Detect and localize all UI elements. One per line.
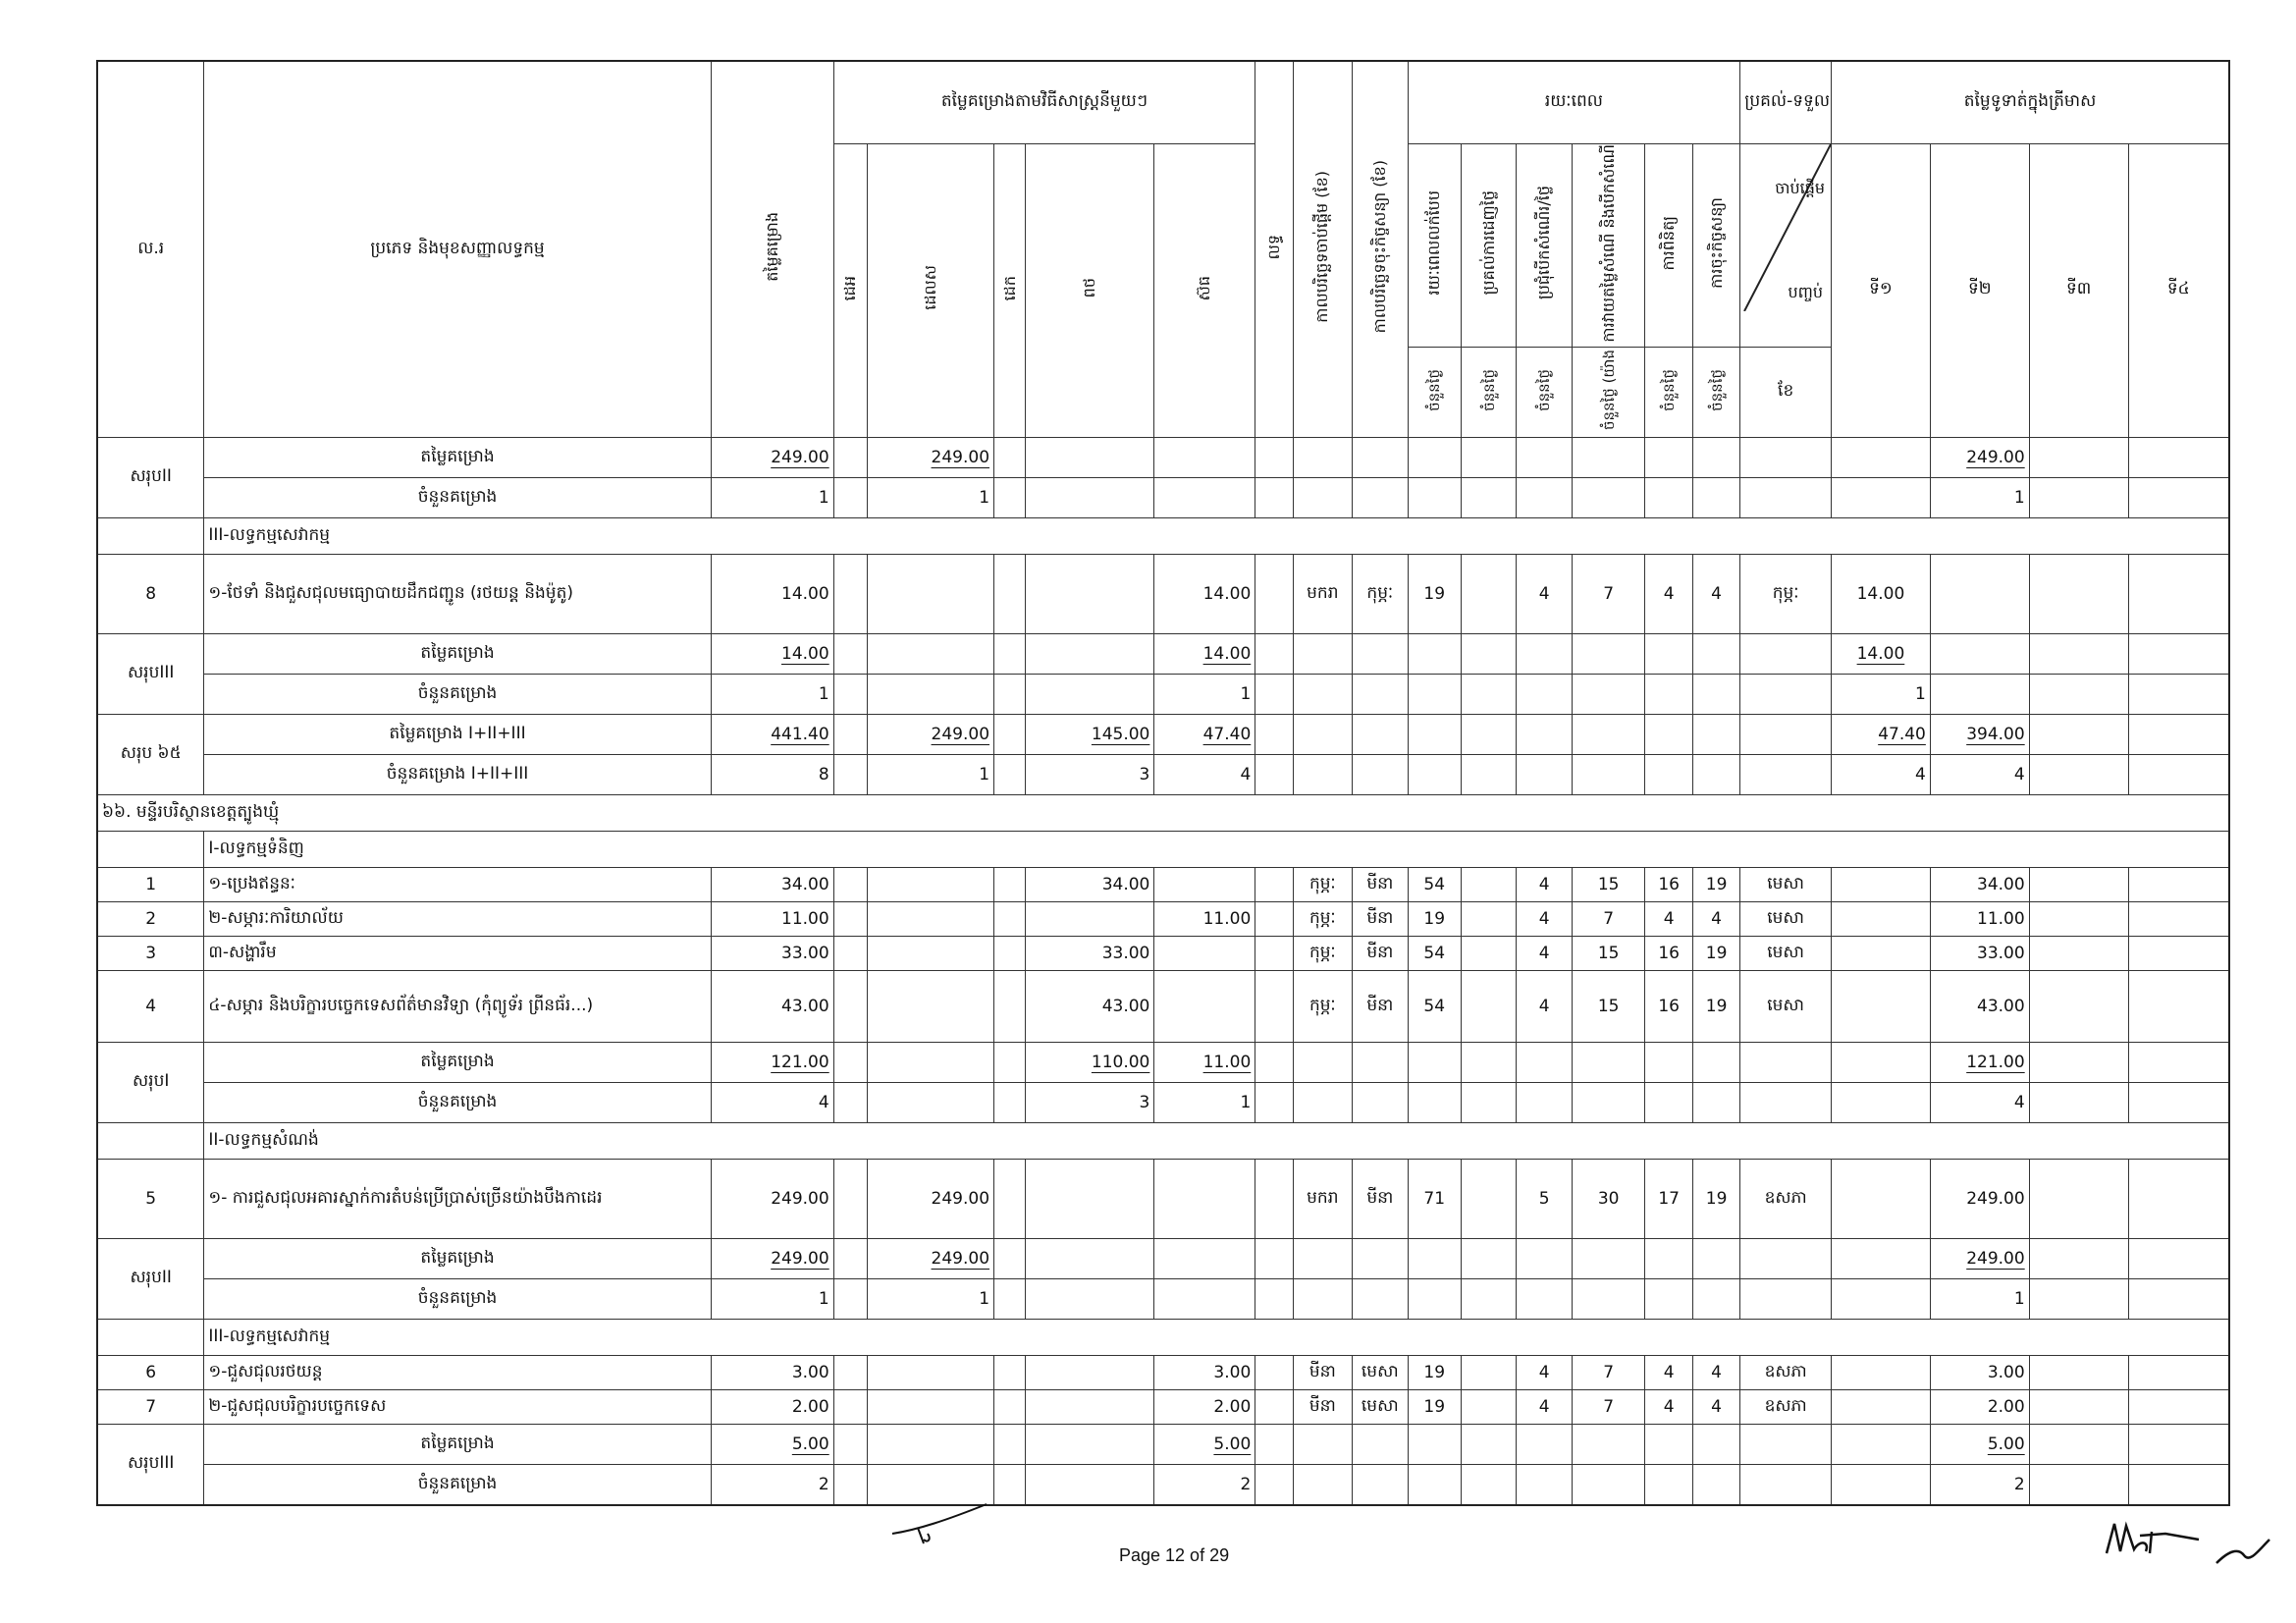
col-duration-6: ការចុះកិច្ចសន្យា xyxy=(1692,143,1739,348)
cell-value: 1 xyxy=(867,478,993,518)
cell-value: 2 xyxy=(711,1465,833,1506)
col-duration-3: ប្រជុំបើកសំណើរ/ថ្លៃ xyxy=(1517,143,1572,348)
cell-value: 19 xyxy=(1692,937,1739,971)
col-method-3: ដេក xyxy=(994,143,1026,438)
cell-value: 14.00 xyxy=(1202,644,1252,665)
cell-value: 121.00 xyxy=(771,1053,829,1073)
cell-value: 15 xyxy=(1572,971,1645,1043)
cell-value: 16 xyxy=(1645,971,1692,1043)
cell-value: 19 xyxy=(1408,1356,1461,1390)
delivery-end-label: បញ្ចប់ xyxy=(1788,282,1824,301)
cell-value: 3 xyxy=(1026,1083,1154,1123)
cell-value: 4 xyxy=(1517,937,1572,971)
col-duration-1: រយៈពេលលក់បែប xyxy=(1408,143,1461,348)
table-row xyxy=(97,438,2229,478)
cell-value: 441.40 xyxy=(771,725,829,745)
cell-value: 14.00 xyxy=(1832,555,1931,634)
subtotal-label: សរុបII xyxy=(97,1239,204,1320)
col-method-4: ពថ xyxy=(1026,143,1154,438)
cell-value: 1 xyxy=(711,675,833,715)
cell-value: ឧសភា xyxy=(1740,1356,1832,1390)
subtotal-label: សរុបI xyxy=(97,1043,204,1123)
table-row xyxy=(97,715,2229,755)
cell-value: 249.00 xyxy=(931,1249,990,1270)
table-row xyxy=(97,1083,2229,1123)
cell-value: 4 xyxy=(1517,971,1572,1043)
item-estimate: 34.00 xyxy=(711,868,833,902)
col-q4: ទី៤ xyxy=(2128,143,2229,438)
cell-value: មីនា xyxy=(1353,1160,1408,1239)
cell-value: 30 xyxy=(1572,1160,1645,1239)
section-row xyxy=(97,832,2229,868)
cell-value: 1 xyxy=(1832,675,1931,715)
table-header xyxy=(97,61,2229,438)
cell-value: កុម្ភៈ xyxy=(1293,902,1353,937)
col-delivery-group: ប្រគល់-ទទួល xyxy=(1740,61,1832,143)
item-description: ១-ថែទាំ និងជួសជុលមធ្យោបាយដឹកជញ្ជូន (រថយន្ត និងម៉ូតូ) xyxy=(204,555,711,634)
cell-value: 71 xyxy=(1408,1160,1461,1239)
cell-value: 4 xyxy=(711,1083,833,1123)
cell-value: 7 xyxy=(1572,1390,1645,1425)
item-estimate: 43.00 xyxy=(711,971,833,1043)
cell-value: មីនា xyxy=(1353,902,1408,937)
row-label: ចំនួនគម្រោង I+II+III xyxy=(204,755,711,795)
unit-days-6: ចំនួនថ្ងៃ xyxy=(1692,348,1739,438)
cell-value: 47.40 xyxy=(1878,725,1926,745)
province-title: ៦៦. មន្ទីរបរិស្ថានខេត្តត្បូងឃ្មុំ xyxy=(97,795,2229,832)
cell-value: 1 xyxy=(711,478,833,518)
cell-value: 145.00 xyxy=(1091,725,1150,745)
cell-value: 19 xyxy=(1408,902,1461,937)
cell-value: 14.00 xyxy=(1856,644,1905,665)
row-label: តម្លៃគម្រោង xyxy=(204,1425,711,1465)
cell-value: 11.00 xyxy=(1930,902,2029,937)
cell-value: 1 xyxy=(1154,1083,1255,1123)
section-row xyxy=(97,518,2229,555)
item-no: 3 xyxy=(97,937,204,971)
unit-days-1: ចំនួនថ្ងៃ xyxy=(1408,348,1461,438)
cell-value: កុម្ភៈ xyxy=(1293,937,1353,971)
cell-value: 4 xyxy=(1645,902,1692,937)
cell-value: 4 xyxy=(1645,1356,1692,1390)
item-description: ៤-សម្ភារ និងបរិក្ខារបច្ចេកទេសព័ត៌មានវិទ្យា (កុំព្យូទ័រ ព្រីនធ័រ...) xyxy=(204,971,711,1043)
cell-value: 2.00 xyxy=(1930,1390,2029,1425)
cell-value: 7 xyxy=(1572,1356,1645,1390)
col-estimate: តម្លៃគម្រោង xyxy=(711,61,833,438)
cell-value xyxy=(1026,902,1154,937)
cell-value: 5.00 xyxy=(1987,1434,2025,1455)
cell-value: 43.00 xyxy=(1930,971,2029,1043)
cell-value: 121.00 xyxy=(1966,1053,2025,1073)
item-estimate: 14.00 xyxy=(711,555,833,634)
col-duration-4: ការវាយតម្លៃសំណើ និងបើកសំណើ xyxy=(1572,143,1645,348)
cell-value: 1 xyxy=(867,755,993,795)
col-no: ល.រ xyxy=(97,61,204,438)
cell-value: 8 xyxy=(711,755,833,795)
table-row xyxy=(97,1465,2229,1506)
cell-value: 249.00 xyxy=(771,1249,829,1270)
cell-value: 4 xyxy=(1517,1390,1572,1425)
cell-value: 54 xyxy=(1408,868,1461,902)
table-row xyxy=(97,478,2229,518)
row-label: តម្លៃគម្រោង xyxy=(204,634,711,675)
row-label: ចំនួនគម្រោង xyxy=(204,1465,711,1506)
cell-value: 19 xyxy=(1692,1160,1739,1239)
cell-value: 19 xyxy=(1408,555,1461,634)
cell-value: ឧសភា xyxy=(1740,1160,1832,1239)
item-estimate: 3.00 xyxy=(711,1356,833,1390)
cell-value: មេសា xyxy=(1740,902,1832,937)
cell-value: 4 xyxy=(1930,755,2029,795)
item-description: ១-ជួសជុលរថយន្ត xyxy=(204,1356,711,1390)
cell-value: 4 xyxy=(1645,1390,1692,1425)
cell-value: មករា xyxy=(1293,555,1353,634)
table-row xyxy=(97,971,2229,1043)
document-page xyxy=(96,60,2230,1506)
cell-value: 4 xyxy=(1930,1083,2029,1123)
cell-value: 110.00 xyxy=(1091,1053,1150,1073)
cell-value: 3.00 xyxy=(1154,1356,1255,1390)
cell-value: 15 xyxy=(1572,937,1645,971)
unit-days-3: ចំនួនថ្ងៃ xyxy=(1517,348,1572,438)
cell-value: 19 xyxy=(1408,1390,1461,1425)
table-row xyxy=(97,634,2229,675)
col-method-2: ដេលស xyxy=(867,143,993,438)
cell-value: 1 xyxy=(1930,478,2029,518)
col-q1: ទី១ xyxy=(1832,143,1931,438)
cell-value: មករា xyxy=(1293,1160,1353,1239)
cell-value: 249.00 xyxy=(867,1160,993,1239)
cell-value: 17 xyxy=(1645,1160,1692,1239)
table-row xyxy=(97,868,2229,902)
table-row xyxy=(97,675,2229,715)
cell-value: 1 xyxy=(867,1279,993,1320)
row-label: តម្លៃគម្រោង xyxy=(204,438,711,478)
cell-value: មេសា xyxy=(1353,1356,1408,1390)
subtotal-label: សរុបIII xyxy=(97,634,204,715)
cell-value: 394.00 xyxy=(1966,725,2025,745)
item-no: 8 xyxy=(97,555,204,634)
initial-mark-left xyxy=(888,1500,996,1549)
unit-days-4: ចំនួនថ្ងៃ (យ៉ាង xyxy=(1572,348,1645,438)
row-label: តម្លៃគម្រោង I+II+III xyxy=(204,715,711,755)
table-row xyxy=(97,1160,2229,1239)
procurement-plan-table xyxy=(96,60,2230,1506)
table-row xyxy=(97,1425,2229,1465)
signature-right xyxy=(2101,1512,2277,1581)
cell-value: 34.00 xyxy=(1026,868,1154,902)
col-duration-5: ការពិនិត្យ xyxy=(1645,143,1692,348)
cell-value: 43.00 xyxy=(1026,971,1154,1043)
table-body xyxy=(97,438,2229,1506)
item-no: 7 xyxy=(97,1390,204,1425)
cell-value: 249.00 xyxy=(1966,448,2025,468)
cell-value: កុម្ភៈ xyxy=(1293,868,1353,902)
item-description: ៣-សង្ហារឹម xyxy=(204,937,711,971)
cell-value: 4 xyxy=(1692,555,1739,634)
cell-value: 249.00 xyxy=(1930,1160,2029,1239)
item-description: ១-ប្រេងឥន្ធនៈ xyxy=(204,868,711,902)
cell-value: 34.00 xyxy=(1930,868,2029,902)
item-estimate: 249.00 xyxy=(711,1160,833,1239)
section-title: III-លទ្ធកម្មសេវាកម្ម xyxy=(204,1320,2229,1356)
cell-value: 249.00 xyxy=(1966,1249,2025,1270)
cell-value: កុម្ភៈ xyxy=(1740,555,1832,634)
total-label: សរុប ៦៥ xyxy=(97,715,204,795)
cell-value: 4 xyxy=(1154,755,1255,795)
cell-value: កុម្ភៈ xyxy=(1293,971,1353,1043)
cell-value: មេសា xyxy=(1353,1390,1408,1425)
col-q2: ទី២ xyxy=(1930,143,2029,438)
cell-value: មេសា xyxy=(1740,937,1832,971)
unit-days-5: ចំនួនថ្ងៃ xyxy=(1645,348,1692,438)
cell-value: 2 xyxy=(1154,1465,1255,1506)
cell-value: 16 xyxy=(1645,937,1692,971)
item-estimate: 33.00 xyxy=(711,937,833,971)
cell-value: 14.00 xyxy=(1154,555,1255,634)
col-q3: ទី៣ xyxy=(2029,143,2128,438)
col-duration-group: រយៈពេល xyxy=(1408,61,1740,143)
cell-value: 4 xyxy=(1517,1356,1572,1390)
cell-value: មេសា xyxy=(1740,971,1832,1043)
cell-value: 19 xyxy=(1692,868,1739,902)
table-row xyxy=(97,1043,2229,1083)
cell-value: 4 xyxy=(1517,555,1572,634)
cell-value: មីនា xyxy=(1293,1356,1353,1390)
cell-value: មេសា xyxy=(1740,868,1832,902)
cell-value: 5.00 xyxy=(1213,1434,1252,1455)
item-estimate: 2.00 xyxy=(711,1390,833,1425)
item-no: 1 xyxy=(97,868,204,902)
cell-value: 4 xyxy=(1517,902,1572,937)
page-number: Page 12 of 29 xyxy=(1119,1545,1230,1565)
cell-value xyxy=(1154,937,1255,971)
item-no: 2 xyxy=(97,902,204,937)
col-method-6: លទ្ធ xyxy=(1255,61,1293,438)
row-label: ចំនួនគម្រោង xyxy=(204,1083,711,1123)
table-row xyxy=(97,1356,2229,1390)
subtotal-label: សរុបIII xyxy=(97,1425,204,1506)
section-title: I-លទ្ធកម្មទំនិញ xyxy=(204,832,2229,868)
cell-value: 4 xyxy=(1692,902,1739,937)
cell-value: មីនា xyxy=(1293,1390,1353,1425)
cell-value: 7 xyxy=(1572,902,1645,937)
cell-value: 19 xyxy=(1692,971,1739,1043)
item-no: 4 xyxy=(97,971,204,1043)
cell-value: 1 xyxy=(711,1279,833,1320)
item-estimate: 11.00 xyxy=(711,902,833,937)
cell-value: 5.00 xyxy=(791,1434,829,1455)
table-row xyxy=(97,755,2229,795)
unit-days-2: ចំនួនថ្ងៃ xyxy=(1461,348,1516,438)
cell-value: 249.00 xyxy=(931,448,990,468)
section-row xyxy=(97,1320,2229,1356)
row-label: ចំនួនគម្រោង xyxy=(204,675,711,715)
row-label: ចំនួនគម្រោង xyxy=(204,1279,711,1320)
section-title: III-លទ្ធកម្មសេវាកម្ម xyxy=(204,518,2229,555)
cell-value: មីនា xyxy=(1353,937,1408,971)
row-label: ចំនួនគម្រោង xyxy=(204,478,711,518)
delivery-start-label: ចាប់ផ្តើម xyxy=(1775,178,1826,197)
cell-value: 14.00 xyxy=(781,644,829,665)
cell-value: មីនា xyxy=(1353,868,1408,902)
item-no: 5 xyxy=(97,1160,204,1239)
col-method-group: តម្លៃគម្រោងតាមវិធីសាស្ត្រនីមួយៗ xyxy=(833,61,1255,143)
cell-value: 3.00 xyxy=(1930,1356,2029,1390)
item-description: ២-ជួសជុលបរិក្ខារបច្ចេកទេស xyxy=(204,1390,711,1425)
row-label: តម្លៃគម្រោង xyxy=(204,1239,711,1279)
unit-month: ខែ xyxy=(1740,348,1832,438)
table-row xyxy=(97,1239,2229,1279)
cell-value: 54 xyxy=(1408,971,1461,1043)
cell-value: 4 xyxy=(1645,555,1692,634)
cell-value: មីនា xyxy=(1353,971,1408,1043)
cell-value: 33.00 xyxy=(1026,937,1154,971)
cell-value: 33.00 xyxy=(1930,937,2029,971)
cell-value: 2.00 xyxy=(1154,1390,1255,1425)
cell-value: 16 xyxy=(1645,868,1692,902)
cell-value: 5 xyxy=(1517,1160,1572,1239)
col-plan-start: កាលបរិច្ឆេទចាប់ផ្តើម (ខែ) xyxy=(1293,61,1353,438)
table-row xyxy=(97,902,2229,937)
col-quarter-group: តម្លៃទូទាត់ក្នុងត្រីមាស xyxy=(1832,61,2229,143)
col-description: ប្រភេទ និងមុខសញ្ញាលទ្ធកម្ម xyxy=(204,61,711,438)
section-row xyxy=(97,795,2229,832)
col-method-5: ស៊ធ xyxy=(1154,143,1255,438)
item-description: ១- ការជួសជុលអគារស្នាក់ការតំបន់ប្រើប្រាស់ច្រើនយ៉ាងបឹងកាដេរ xyxy=(204,1160,711,1239)
cell-value: 249.00 xyxy=(931,725,990,745)
item-description: ២-សម្ភារៈការិយាល័យ xyxy=(204,902,711,937)
cell-value: 1 xyxy=(1930,1279,2029,1320)
cell-value: 2 xyxy=(1930,1465,2029,1506)
item-no: 6 xyxy=(97,1356,204,1390)
cell-value xyxy=(1154,868,1255,902)
table-row xyxy=(97,555,2229,634)
cell-value: 1 xyxy=(1154,675,1255,715)
col-plan-sign: កាលបរិច្ឆេទចុះកិច្ចសន្យា (ខែ) xyxy=(1353,61,1408,438)
cell-value: 54 xyxy=(1408,937,1461,971)
table-row xyxy=(97,1279,2229,1320)
table-row xyxy=(97,1390,2229,1425)
row-label: តម្លៃគម្រោង xyxy=(204,1043,711,1083)
cell-value: 249.00 xyxy=(771,448,829,468)
cell-value: 15 xyxy=(1572,868,1645,902)
cell-value xyxy=(1154,971,1255,1043)
cell-value: កុម្ភៈ xyxy=(1353,555,1408,634)
cell-value: 11.00 xyxy=(1202,1053,1252,1073)
cell-value: 7 xyxy=(1572,555,1645,634)
section-row xyxy=(97,1123,2229,1160)
col-delivery-diagonal xyxy=(1740,143,1832,348)
col-duration-2: ប្រគល់ការដេញថ្លៃ xyxy=(1461,143,1516,348)
col-method-1: ដេអ xyxy=(833,143,867,438)
cell-value: 3 xyxy=(1026,755,1154,795)
cell-value: 47.40 xyxy=(1202,725,1252,745)
cell-value: 4 xyxy=(1692,1356,1739,1390)
cell-value: 4 xyxy=(1692,1390,1739,1425)
cell-value: 11.00 xyxy=(1154,902,1255,937)
cell-value: 4 xyxy=(1517,868,1572,902)
subtotal-label: សរុបII xyxy=(97,438,204,518)
section-title: II-លទ្ធកម្មសំណង់ xyxy=(204,1123,2229,1160)
cell-value: ឧសភា xyxy=(1740,1390,1832,1425)
cell-value: 4 xyxy=(1832,755,1931,795)
table-row xyxy=(97,937,2229,971)
